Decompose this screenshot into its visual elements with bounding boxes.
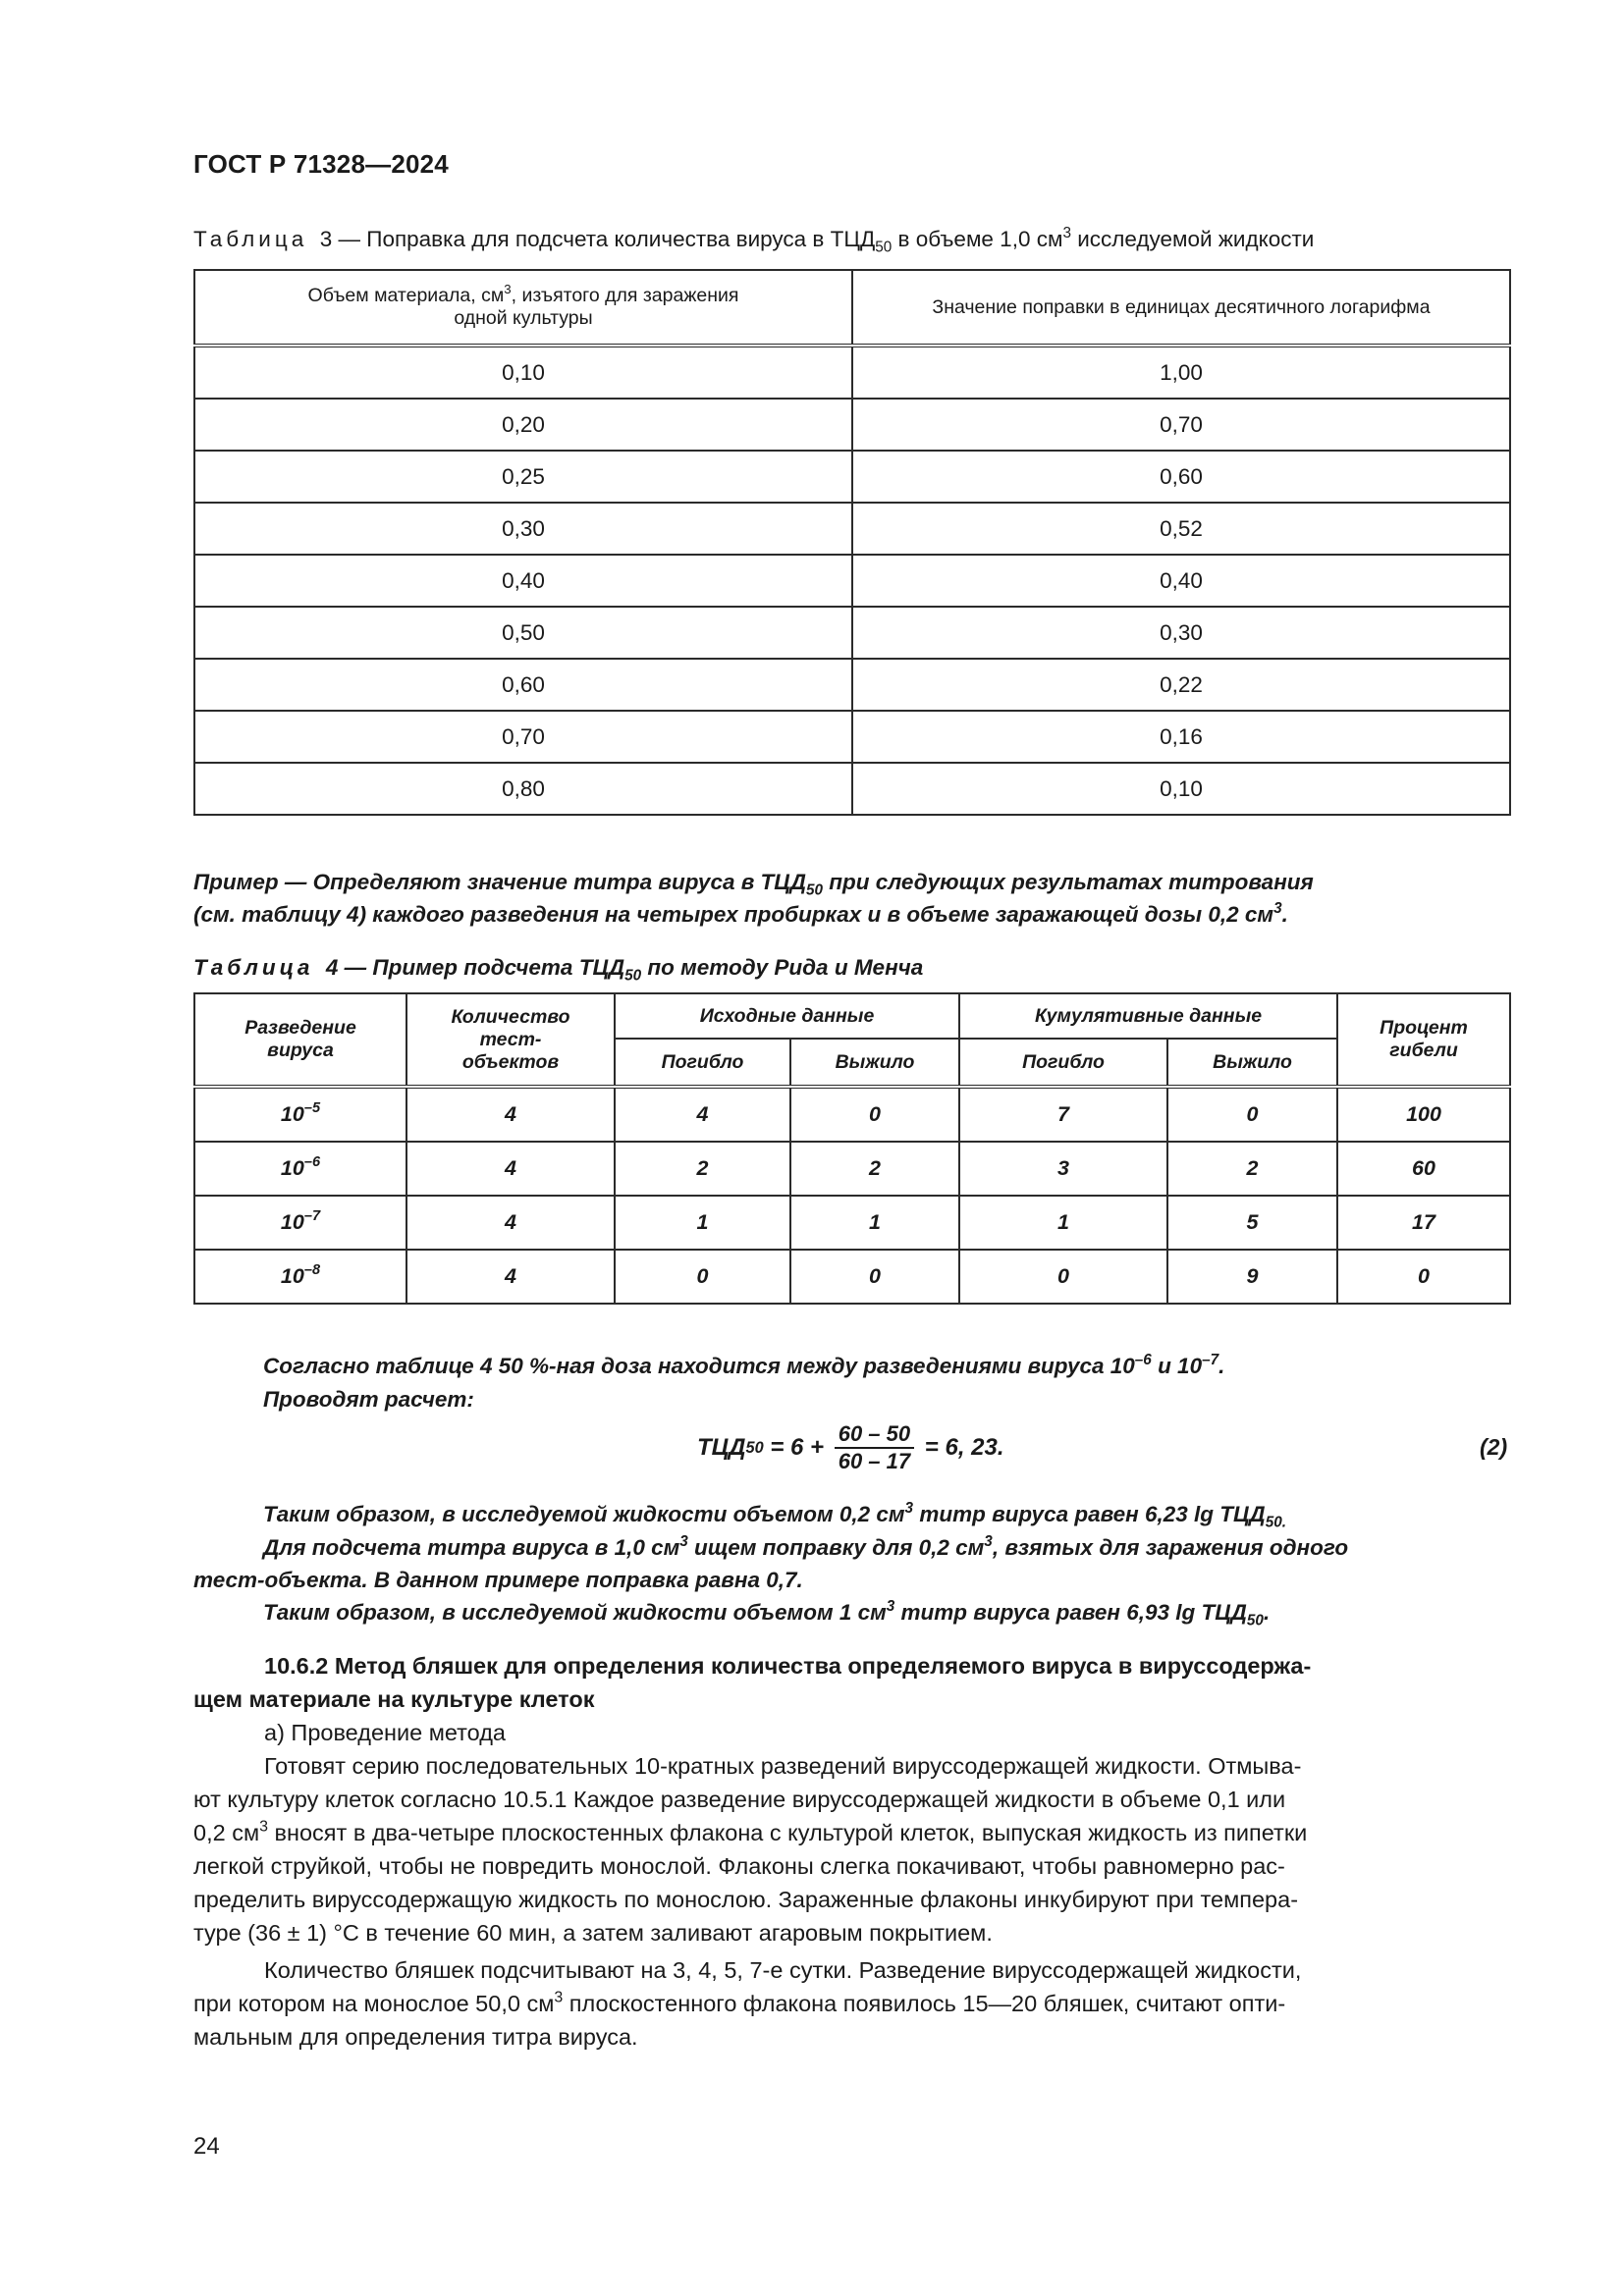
header-text: объектов bbox=[461, 1050, 560, 1073]
calc-sup: –6 bbox=[1134, 1351, 1152, 1368]
table3-correction-cell: 0,16 bbox=[852, 711, 1510, 763]
result-text: , взятых для заражения одного bbox=[992, 1535, 1349, 1560]
table3-label: Таблица bbox=[193, 227, 308, 251]
table4-body bbox=[194, 1087, 1510, 1304]
table3-row bbox=[194, 763, 1510, 815]
table4-cum-survived-cell: 2 bbox=[1167, 1142, 1337, 1196]
section-heading-line-2: щем материале на культуре клеток bbox=[193, 1686, 595, 1712]
result-line-1 bbox=[263, 1499, 1286, 1531]
result-text: ищем поправку для 0,2 см bbox=[687, 1535, 985, 1560]
page-number: 24 bbox=[193, 2133, 220, 2160]
formula-lhs: ТЦД bbox=[697, 1434, 746, 1461]
formula-rhs: = 6, 23. bbox=[918, 1434, 1004, 1461]
example-text: (см. таблицу 4) каждого разведения на четырех пробирках и в объеме заражающей дозы 0,2 см bbox=[193, 902, 1274, 927]
table4-percent-cell: 100 bbox=[1337, 1087, 1510, 1142]
table3-correction-cell: 0,60 bbox=[852, 451, 1510, 503]
dilution-base: 10 bbox=[280, 1156, 304, 1180]
table4-cum-died-cell: 1 bbox=[959, 1196, 1167, 1250]
table3-row bbox=[194, 451, 1510, 503]
table3-volume-cell: 0,40 bbox=[194, 555, 852, 607]
table4-cum-survived-cell: 5 bbox=[1167, 1196, 1337, 1250]
table3-correction-cell: 0,40 bbox=[852, 555, 1510, 607]
table4-survived-cell: 0 bbox=[790, 1250, 959, 1304]
paragraph-2-line-3: мальным для определения титра вируса. bbox=[193, 2024, 638, 2050]
formula-denominator: 60 – 17 bbox=[838, 1449, 911, 1473]
example-line-1 bbox=[193, 870, 1509, 899]
caption-superscript: 3 bbox=[1062, 224, 1071, 241]
header-sup: 3 bbox=[504, 282, 512, 297]
subsection-a: а) Проведение метода bbox=[264, 1720, 506, 1745]
table4-source-died-header: Погибло bbox=[615, 1039, 790, 1087]
result-sub: 50 bbox=[1246, 1612, 1264, 1629]
calc-sup: –7 bbox=[1202, 1351, 1219, 1368]
table4-col-count-header bbox=[406, 993, 615, 1087]
paragraph-1-line-1: Готовят серию последовательных 10-кратных разведений вируссодержащей жидкости. Отмыва- bbox=[264, 1753, 1302, 1779]
table3-row bbox=[194, 607, 1510, 659]
table4-cum-died-cell: 0 bbox=[959, 1250, 1167, 1304]
header-text: одной культуры bbox=[454, 307, 593, 329]
table4-dilution-cell bbox=[194, 1087, 406, 1142]
dilution-base: 10 bbox=[280, 1210, 304, 1234]
table4-source-survived-header: Выжило bbox=[790, 1039, 959, 1087]
dilution-base: 10 bbox=[280, 1264, 304, 1288]
header-text: гибели bbox=[1389, 1040, 1458, 1061]
table4-col-percent-header bbox=[1337, 993, 1510, 1087]
table4-count-cell: 4 bbox=[406, 1196, 615, 1250]
table4-count-cell: 4 bbox=[406, 1142, 615, 1196]
table4-cumulative-died-header: Погибло bbox=[959, 1039, 1167, 1087]
table4-died-cell: 1 bbox=[615, 1196, 790, 1250]
para-text: при котором на монослое 50,0 см bbox=[193, 1991, 555, 2016]
table3-volume-cell: 0,20 bbox=[194, 399, 852, 451]
table3-volume-cell: 0,10 bbox=[194, 346, 852, 399]
table4-row bbox=[194, 1250, 1510, 1304]
table4-source-data-header: Исходные данные bbox=[615, 993, 959, 1039]
table3-correction-cell: 0,30 bbox=[852, 607, 1510, 659]
formula-numerator: 60 – 50 bbox=[835, 1422, 914, 1449]
para-text: вносят в два-четыре плоскостенных флакона с культурой клеток, выпуская жидкость из пипетки bbox=[268, 1820, 1308, 1845]
table4-row bbox=[194, 1087, 1510, 1142]
result-text: Таким образом, в исследуемой жидкости объемом 0,2 см bbox=[263, 1502, 905, 1526]
header-text: вируса bbox=[267, 1040, 334, 1061]
dilution-exponent: –5 bbox=[303, 1100, 321, 1117]
result-line-3: тест-объекта. В данном примере поправка равна 0,7. bbox=[193, 1568, 803, 1592]
result-sub: 50. bbox=[1265, 1514, 1286, 1531]
caption-text: по методу Рида и Менча bbox=[641, 955, 924, 980]
table3-col-correction-header: Значение поправки в единицах десятичного логарифма bbox=[852, 270, 1510, 346]
table4-row bbox=[194, 1196, 1510, 1250]
table3-volume-cell: 0,25 bbox=[194, 451, 852, 503]
table4-count-cell: 4 bbox=[406, 1250, 615, 1304]
table3-correction-cell: 0,70 bbox=[852, 399, 1510, 451]
caption-text: исследуемой жидкости bbox=[1070, 227, 1315, 251]
table3-row bbox=[194, 399, 1510, 451]
paragraph-2-line-2 bbox=[193, 1987, 1509, 2020]
table3-volume-cell: 0,70 bbox=[194, 711, 852, 763]
calc-text: и 10 bbox=[1151, 1354, 1203, 1378]
example-line-2 bbox=[193, 899, 1288, 928]
header-text: Количество bbox=[451, 1005, 570, 1028]
paragraph-1-line-6: туре (36 ± 1) °С в течение 60 мин, а затем заливают агаровым покрытием. bbox=[193, 1920, 993, 1946]
caption-subscript: 50 bbox=[875, 239, 893, 256]
table3-row bbox=[194, 503, 1510, 555]
table3-caption bbox=[193, 224, 1315, 256]
paragraph-2-line-1: Количество бляшек подсчитывают на 3, 4, 5, 7-е сутки. Разведение вируссодержащей жидкости, bbox=[264, 1957, 1302, 1983]
calc-line-1 bbox=[263, 1351, 1225, 1379]
table4-survived-cell: 1 bbox=[790, 1196, 959, 1250]
caption-text: в объеме 1,0 см bbox=[892, 227, 1063, 251]
result-text: титр вируса равен 6,93 lg ТЦД bbox=[894, 1600, 1247, 1625]
section-10-6-2 bbox=[193, 1649, 1509, 2054]
table4-cum-survived-cell: 0 bbox=[1167, 1087, 1337, 1142]
header-text: Разведение bbox=[244, 1017, 356, 1039]
table3-volume-cell: 0,60 bbox=[194, 659, 852, 711]
result-text: Таким образом, в исследуемой жидкости объемом 1 см bbox=[263, 1600, 887, 1625]
dilution-exponent: –7 bbox=[303, 1208, 321, 1225]
table4-cumulative-data-header: Кумулятивные данные bbox=[959, 993, 1337, 1039]
table3-volume-cell: 0,80 bbox=[194, 763, 852, 815]
table3-volume-cell: 0,30 bbox=[194, 503, 852, 555]
table4-caption bbox=[193, 955, 924, 985]
table4-dilution-cell bbox=[194, 1250, 406, 1304]
table4-count-cell: 4 bbox=[406, 1087, 615, 1142]
table3-row bbox=[194, 711, 1510, 763]
dilution-base: 10 bbox=[280, 1102, 304, 1126]
para-text: плоскостенного флакона появилось 15—20 бляшек, считают опти- bbox=[563, 1991, 1286, 2016]
table4-cum-died-cell: 3 bbox=[959, 1142, 1167, 1196]
table4 bbox=[193, 992, 1511, 1305]
table3-col-volume-header bbox=[194, 270, 852, 346]
header-text: тест- bbox=[479, 1028, 542, 1050]
table4-cumulative-survived-header: Выжило bbox=[1167, 1039, 1337, 1087]
caption-text: 4 — Пример подсчета ТЦД bbox=[325, 955, 625, 980]
calc-text: . bbox=[1218, 1354, 1225, 1378]
result-sup: 3 bbox=[984, 1532, 993, 1550]
result-sup: 3 bbox=[904, 1499, 914, 1517]
result-line-2 bbox=[263, 1532, 1349, 1561]
example-text: . bbox=[1281, 902, 1288, 927]
section-heading-line-1: 10.6.2 Метод бляшек для определения количества определяемого вируса в вируссодержа- bbox=[264, 1653, 1312, 1679]
table4-percent-cell: 0 bbox=[1337, 1250, 1510, 1304]
dilution-exponent: –8 bbox=[303, 1262, 321, 1279]
result-sup: 3 bbox=[679, 1532, 688, 1550]
formula-mid: = 6 + bbox=[763, 1434, 831, 1461]
paragraph-1-line-5: пределить вируссодержащую жидкость по монослою. Зараженные флаконы инкубируют при темпера- bbox=[193, 1887, 1299, 1912]
equation-number: (2) bbox=[1480, 1434, 1508, 1460]
table3-row bbox=[194, 555, 1510, 607]
example-text: Пример — Определяют значение титра вируса в ТЦД bbox=[193, 870, 806, 894]
dilution-exponent: –6 bbox=[303, 1154, 321, 1171]
table3-correction-cell: 0,10 bbox=[852, 763, 1510, 815]
example-text: при следующих результатах титрования bbox=[822, 870, 1314, 894]
table4-label: Таблица bbox=[193, 955, 314, 980]
paragraph-1-line-3 bbox=[193, 1816, 1509, 1849]
paragraph-1-line-4: легкой струйкой, чтобы не повредить монослой. Флаконы слегка покачивают, чтобы равномерно рас- bbox=[193, 1853, 1285, 1879]
table4-dilution-cell bbox=[194, 1142, 406, 1196]
table4-died-cell: 2 bbox=[615, 1142, 790, 1196]
table3-caption-text: 3 — Поправка для подсчета количества вируса в ТЦД bbox=[319, 227, 876, 251]
table3-volume-cell: 0,50 bbox=[194, 607, 852, 659]
table3-row bbox=[194, 346, 1510, 399]
formula-fraction bbox=[835, 1422, 914, 1473]
table4-percent-cell: 17 bbox=[1337, 1196, 1510, 1250]
table4-died-cell: 4 bbox=[615, 1087, 790, 1142]
table4-died-cell: 0 bbox=[615, 1250, 790, 1304]
calc-text: Согласно таблице 4 50 %-ная доза находится между разведениями вируса 10 bbox=[263, 1354, 1135, 1378]
table3-body bbox=[194, 346, 1510, 815]
table4-row bbox=[194, 1142, 1510, 1196]
para-text: 0,2 см bbox=[193, 1820, 260, 1845]
table3-correction-cell: 0,22 bbox=[852, 659, 1510, 711]
table3-correction-cell: 1,00 bbox=[852, 346, 1510, 399]
para-sup: 3 bbox=[554, 1989, 564, 2006]
table3-row bbox=[194, 659, 1510, 711]
table3 bbox=[193, 269, 1511, 816]
result-text: Для подсчета титра вируса в 1,0 см bbox=[263, 1535, 680, 1560]
table4-survived-cell: 0 bbox=[790, 1087, 959, 1142]
example-sub: 50 bbox=[805, 881, 823, 899]
calc-line-2: Проводят расчет: bbox=[263, 1387, 474, 1412]
paragraph-1-line-2: ют культуру клеток согласно 10.5.1 Каждое разведение вируссодержащей жидкости в объеме 0,1 или bbox=[193, 1787, 1286, 1812]
table4-cum-survived-cell: 9 bbox=[1167, 1250, 1337, 1304]
result-text: . bbox=[1263, 1600, 1271, 1625]
table4-cum-died-cell: 7 bbox=[959, 1087, 1167, 1142]
result-sup: 3 bbox=[886, 1597, 895, 1615]
caption-sub: 50 bbox=[624, 967, 642, 985]
table3-correction-cell: 0,52 bbox=[852, 503, 1510, 555]
result-text: титр вируса равен 6,23 lg ТЦД bbox=[913, 1502, 1266, 1526]
header-text: Процент bbox=[1380, 1017, 1468, 1039]
header-text: , изъятого для заражения bbox=[511, 285, 739, 306]
table4-col-dilution-header bbox=[194, 993, 406, 1087]
formula-2: ТЦД 50 = 6 + $\frac{60 - 50}{60 - 17}$ = 6, 23. bbox=[697, 1421, 1004, 1473]
result-line-4 bbox=[263, 1597, 1271, 1629]
example-sup: 3 bbox=[1273, 899, 1282, 917]
table4-survived-cell: 2 bbox=[790, 1142, 959, 1196]
table4-percent-cell: 60 bbox=[1337, 1142, 1510, 1196]
table4-dilution-cell bbox=[194, 1196, 406, 1250]
header-text: Объем материала, см bbox=[307, 285, 505, 306]
para-sup: 3 bbox=[259, 1818, 268, 1836]
document-header: ГОСТ Р 71328—2024 bbox=[193, 149, 449, 179]
